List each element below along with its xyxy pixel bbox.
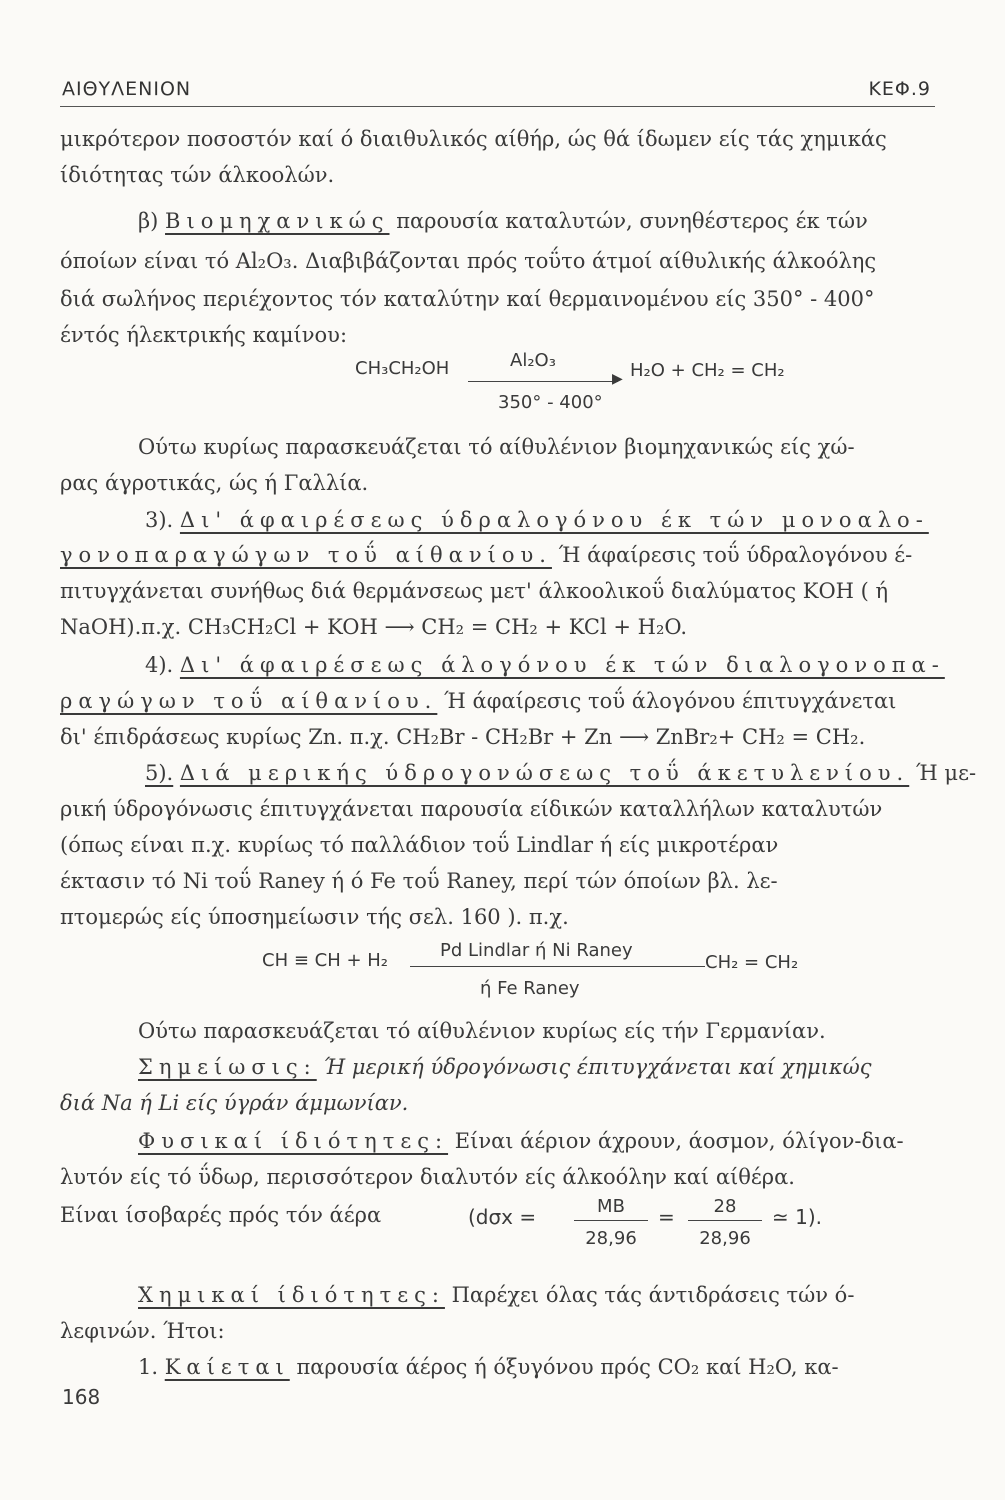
text-span: Ή άφαίρεσις τοΰ ύδραλογόνου έ- — [558, 543, 913, 567]
text-span: Ή με- — [915, 761, 977, 785]
text-line: δι' έπιδράσεως κυρίως Zn. π.χ. CH₂Br - CH₂Br + Zn ⟶ ZnBr₂+ CH₂ = CH₂. — [60, 725, 866, 749]
section-heading: ραγώγων τοΰ αίθανίου. — [60, 689, 438, 713]
text-line — [138, 1052, 938, 1082]
header-rule — [60, 106, 935, 107]
item-marker: 4). — [145, 653, 174, 677]
text-line: Ούτω κυρίως παρασκευάζεται τό αίθυλένιον βιομηχανικώς είς χώ- — [138, 435, 855, 459]
text-span: παρουσία καταλυτών, συνηθέστερος έκ τών — [396, 209, 868, 233]
section-heading: Καίεται — [164, 1355, 290, 1379]
eq1-arrow — [468, 381, 618, 382]
density-numerator-2: 28 — [713, 1196, 737, 1217]
text-line — [138, 1352, 938, 1382]
eq2-catalyst-alt: ή Fe Raney — [480, 978, 580, 999]
text-span: Ή άφαίρεσις τοΰ άλογόνου έπιτυγχάνεται — [444, 689, 897, 713]
section-heading: Χημικαί ίδιότητες: — [138, 1283, 445, 1307]
text-line: Ούτω παρασκευάζεται τό αίθυλένιον κυρίως είς τήν Γερμανίαν. — [138, 1019, 826, 1043]
text-line: ρική ύδρογόνωσις έπιτυγχάνεται παρουσία είδικών καταλλήλων καταλυτών — [60, 797, 883, 821]
text-line — [138, 1126, 938, 1156]
text-line: έντός ήλεκτρικής καμίνου: — [60, 323, 348, 347]
eq1-reactant: CH₃CH₂OH — [355, 358, 450, 379]
item-marker: β) — [138, 209, 159, 233]
text-span: παρουσία άέρος ή όξυγόνου πρός CO₂ καί H₂O, κα- — [296, 1355, 839, 1379]
text-span: Ή μερική ύδρογόνωσις έπιτυγχάνεται καί χημικώς — [323, 1055, 872, 1079]
text-span: Είναι άέριον άχρουν, άοσμον, όλίγον-δια- — [454, 1129, 904, 1153]
item-marker: 1. — [138, 1355, 159, 1379]
note-heading: Σημείωσις: — [138, 1055, 317, 1079]
text-line — [145, 650, 945, 680]
text-line: μικρότερον ποσοστόν καί ό διαιθυλικός αίθήρ, ώς θά ίδωμεν είς τάς χημικάς — [60, 127, 887, 151]
text-line: όποίων είναι τό Al₂O₃. Διαβιβάζονται πρός τοΰτο άτμοί αίθυλικής άλκοόλης — [60, 249, 877, 273]
running-header-title: ΑΙΘΥΛΕΝΙΟΝ — [62, 78, 192, 100]
eq1-catalyst: Al₂O₃ — [510, 350, 556, 371]
section-heading: Δι' άφαιρέσεως ύδραλογόνου έκ τών μονοαλο- — [179, 508, 929, 532]
density-result: ≃ 1). — [772, 1205, 822, 1229]
page-number: 168 — [62, 1385, 101, 1409]
eq1-arrowhead: ▶ — [612, 371, 623, 387]
section-heading: Βιομηχανικώς — [165, 209, 390, 233]
item-marker: 5). — [145, 761, 174, 785]
text-line: ρας άγροτικάς, ώς ή Γαλλία. — [60, 471, 369, 495]
running-header-chapter: ΚΕΦ.9 — [868, 78, 931, 100]
text-line — [60, 540, 940, 570]
text-line: πιτυγχάνεται συνήθως διά θερμάνσεως μετ' άλκοολικοΰ διαλύματος ΚΟΗ ( ή — [60, 579, 889, 603]
eq2-reactants: CH ≡ CH + H₂ — [262, 950, 389, 971]
section-heading: Δι' άφαιρέσεως άλογόνου έκ τών διαλογονοπα- — [179, 653, 945, 677]
text-line: πτομερώς είς ύποσημείωσιν τής σελ. 160 ). π.χ. — [60, 905, 569, 929]
eq1-products: H₂O + CH₂ = CH₂ — [630, 360, 785, 381]
text-line: διά σωλήνος περιέχοντος τόν καταλύτην καί θερμαινομένου είς 350° - 400° — [60, 287, 875, 311]
item-marker: 3). — [145, 508, 174, 532]
eq2-arrow — [410, 966, 705, 967]
text-line — [60, 686, 940, 716]
text-line: έκτασιν τό Ni τοΰ Raney ή ό Fe τοΰ Raney, περί τών όποίων βλ. λε- — [60, 869, 778, 893]
eq2-product: CH₂ = CH₂ — [705, 952, 799, 973]
eq2-catalyst: Pd Lindlar ή Ni Raney — [440, 940, 633, 961]
density-numerator-1: MB — [597, 1196, 625, 1217]
density-equals: = — [658, 1205, 675, 1229]
text-line: (όπως είναι π.χ. κυρίως τό παλλάδιον τοΰ Lindlar ή είς μικροτέραν — [60, 833, 779, 857]
density-denominator-1: 28,96 — [585, 1228, 637, 1249]
text-span: Παρέχει όλας τάς άντιδράσεις τών ό- — [451, 1283, 855, 1307]
density-prefix: (dσx = — [468, 1205, 537, 1229]
text-line: NaOH).π.χ. CH₃CH₂Cl + KOH ⟶ CH₂ = CH₂ + KCl + H₂O. — [60, 615, 688, 639]
text-line: Είναι ίσοβαρές πρός τόν άέρα — [60, 1203, 382, 1227]
fraction-bar — [574, 1220, 648, 1221]
eq1-temperature: 350° - 400° — [498, 392, 603, 413]
text-line — [138, 206, 938, 236]
section-heading: Φυσικαί ίδιότητες: — [138, 1129, 449, 1153]
text-line — [145, 505, 940, 535]
text-line: λυτόν είς τό ΰδωρ, περισσότερον διαλυτόν είς άλκοόλην καί αίθέρα. — [60, 1165, 795, 1189]
text-line: διά Na ή Li είς ύγράν άμμωνίαν. — [60, 1091, 409, 1115]
text-line — [138, 1280, 938, 1310]
text-line: ίδιότητας τών άλκοολών. — [60, 163, 335, 187]
fraction-bar — [688, 1220, 762, 1221]
text-line: λεφινών. Ήτοι: — [60, 1319, 225, 1343]
section-heading: γονοπαραγώγων τοΰ αίθανίου. — [60, 543, 552, 567]
density-denominator-2: 28,96 — [699, 1228, 751, 1249]
section-heading: Διά μερικής ύδρογονώσεως τοΰ άκετυλενίου. — [179, 761, 910, 785]
text-line — [145, 758, 977, 788]
